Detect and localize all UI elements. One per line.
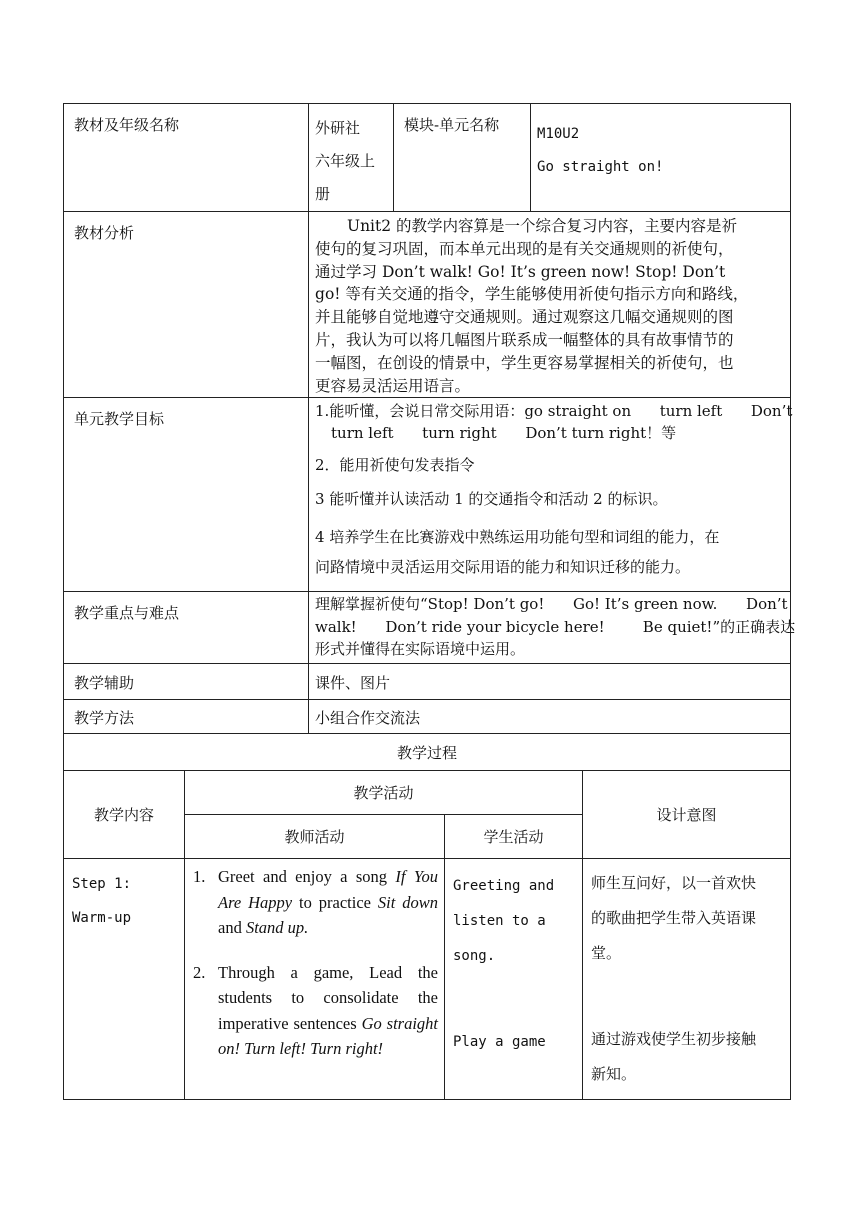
objectives-row [64,398,791,592]
design-line: 的歌曲把学生带入英语课 [591,909,757,928]
student-line: Greeting and [453,878,555,895]
aids-label: 教学辅助 [64,664,309,700]
analysis-line: 一幅图，在创设的情景中，学生更容易掌握相关的祈使句，也 [315,353,734,372]
process-header-row [64,771,791,815]
process-table [63,770,791,1100]
student-line: Play a game [453,1034,546,1051]
analysis-line: go! 等有关交通的指令，学生能够使用祈使句指示方向和路线， [315,285,749,304]
module-code: M10U2 [537,126,580,142]
publisher-cell [309,104,394,212]
publisher-line: 册 [315,185,331,203]
col-design-header: 设计意图 [583,771,791,859]
keypoints-line: 理解掌握祈使句“Stop! Don’t go! Go! It’s green now. Don’t [315,595,788,614]
publisher-line: 六年级上 [315,152,376,170]
analysis-row [64,212,791,398]
analysis-line: 并且能够自觉地遵守交通规则。通过观察这几幅交通规则的图 [315,308,734,327]
module-title: Go straight on! [537,159,664,175]
student-line: listen to a [453,913,546,930]
col-teacher-header: 教师活动 [185,815,445,859]
analysis-line: 使句的复习巩固，而本单元出现的是有关交通规则的祈使句， [315,239,734,258]
objective-2: 2．能用祈使句发表指令 [315,456,475,475]
aids-value: 课件、图片 [309,664,791,700]
method-label: 教学方法 [64,700,309,734]
design-intent [583,859,791,1100]
keypoints-line: walk! Don’t ride your bicycle here! Be quiet!”的正确表达 [315,617,796,636]
design-line: 通过游戏使学生初步接触 [591,1030,757,1049]
objective-4-line: 4 培养学生在比赛游戏中熟练运用功能句型和词组的能力，在 [315,528,720,547]
design-line: 师生互问好，以一首欢快 [591,874,757,893]
method-row [64,700,791,734]
objectives-label: 单元教学目标 [64,398,309,592]
col-content-header: 教学内容 [64,771,185,859]
step1-subtitle: Warm-up [72,910,132,927]
publisher-line: 外研社 [315,119,361,137]
process-title: 教学过程 [64,734,791,771]
step1-label [64,859,185,1100]
objective-1-line: 1.能听懂，会说日常交际用语：go straight on turn left Don’t [315,402,793,421]
objective-3: 3 能听懂并认读活动 1 的交通指令和活动 2 的标识。 [315,490,668,509]
analysis-line: 更容易灵活运用语言。 [315,376,471,395]
col-student-header: 学生活动 [445,815,583,859]
keypoints-label: 教学重点与难点 [64,592,309,664]
keypoints-row [64,592,791,664]
lesson-plan-table [63,103,796,771]
objectives-text [309,398,791,592]
module-cell [531,104,791,212]
step1-title: Step 1: [72,876,132,893]
analysis-line: Unit2 的教学内容算是一个综合复习内容，主要内容是祈 [347,217,738,235]
textbook-label: 教材及年级名称 [64,104,309,212]
design-line: 新知。 [591,1065,637,1084]
analysis-line: 通过学习 Don’t walk! Go! It’s green now! Stop! Don’t [315,262,726,281]
keypoints-line: 形式并懂得在实际语境中运用。 [315,640,526,659]
lesson-plan [63,103,796,1100]
objective-4-line: 问路情境中灵活运用交际用语的能力和知识迁移的能力。 [315,558,691,577]
step1-row [64,859,791,1100]
step-number: 1. [193,867,206,887]
process-title-row [64,734,791,771]
method-value: 小组合作交流法 [309,700,791,734]
aids-row [64,664,791,700]
analysis-text [309,212,791,398]
analysis-label: 教材分析 [64,212,309,398]
teacher-step-2: 2. Through a game, Lead the students to consolidate the imperative sentences Go straight on! Turn left! Turn right! [185,960,438,1062]
step-number: 2. [193,962,206,982]
student-line: song. [453,948,496,965]
teacher-activity [185,859,445,1100]
header-row [64,104,791,212]
analysis-line: 片，我认为可以将几幅图片联系成一幅整体的具有故事情节的 [315,330,734,349]
objective-1-line: turn left turn right Don’t turn right！等 [331,424,677,443]
module-label: 模块-单元名称 [394,104,531,212]
teacher-step-1: 1. Greet and enjoy a song If You Are Happy to practice Sit down and Stand up. [185,864,438,941]
keypoints-text [309,592,796,664]
col-activity-header: 教学活动 [185,771,583,815]
student-activity [445,859,583,1100]
design-line: 堂。 [591,944,622,963]
